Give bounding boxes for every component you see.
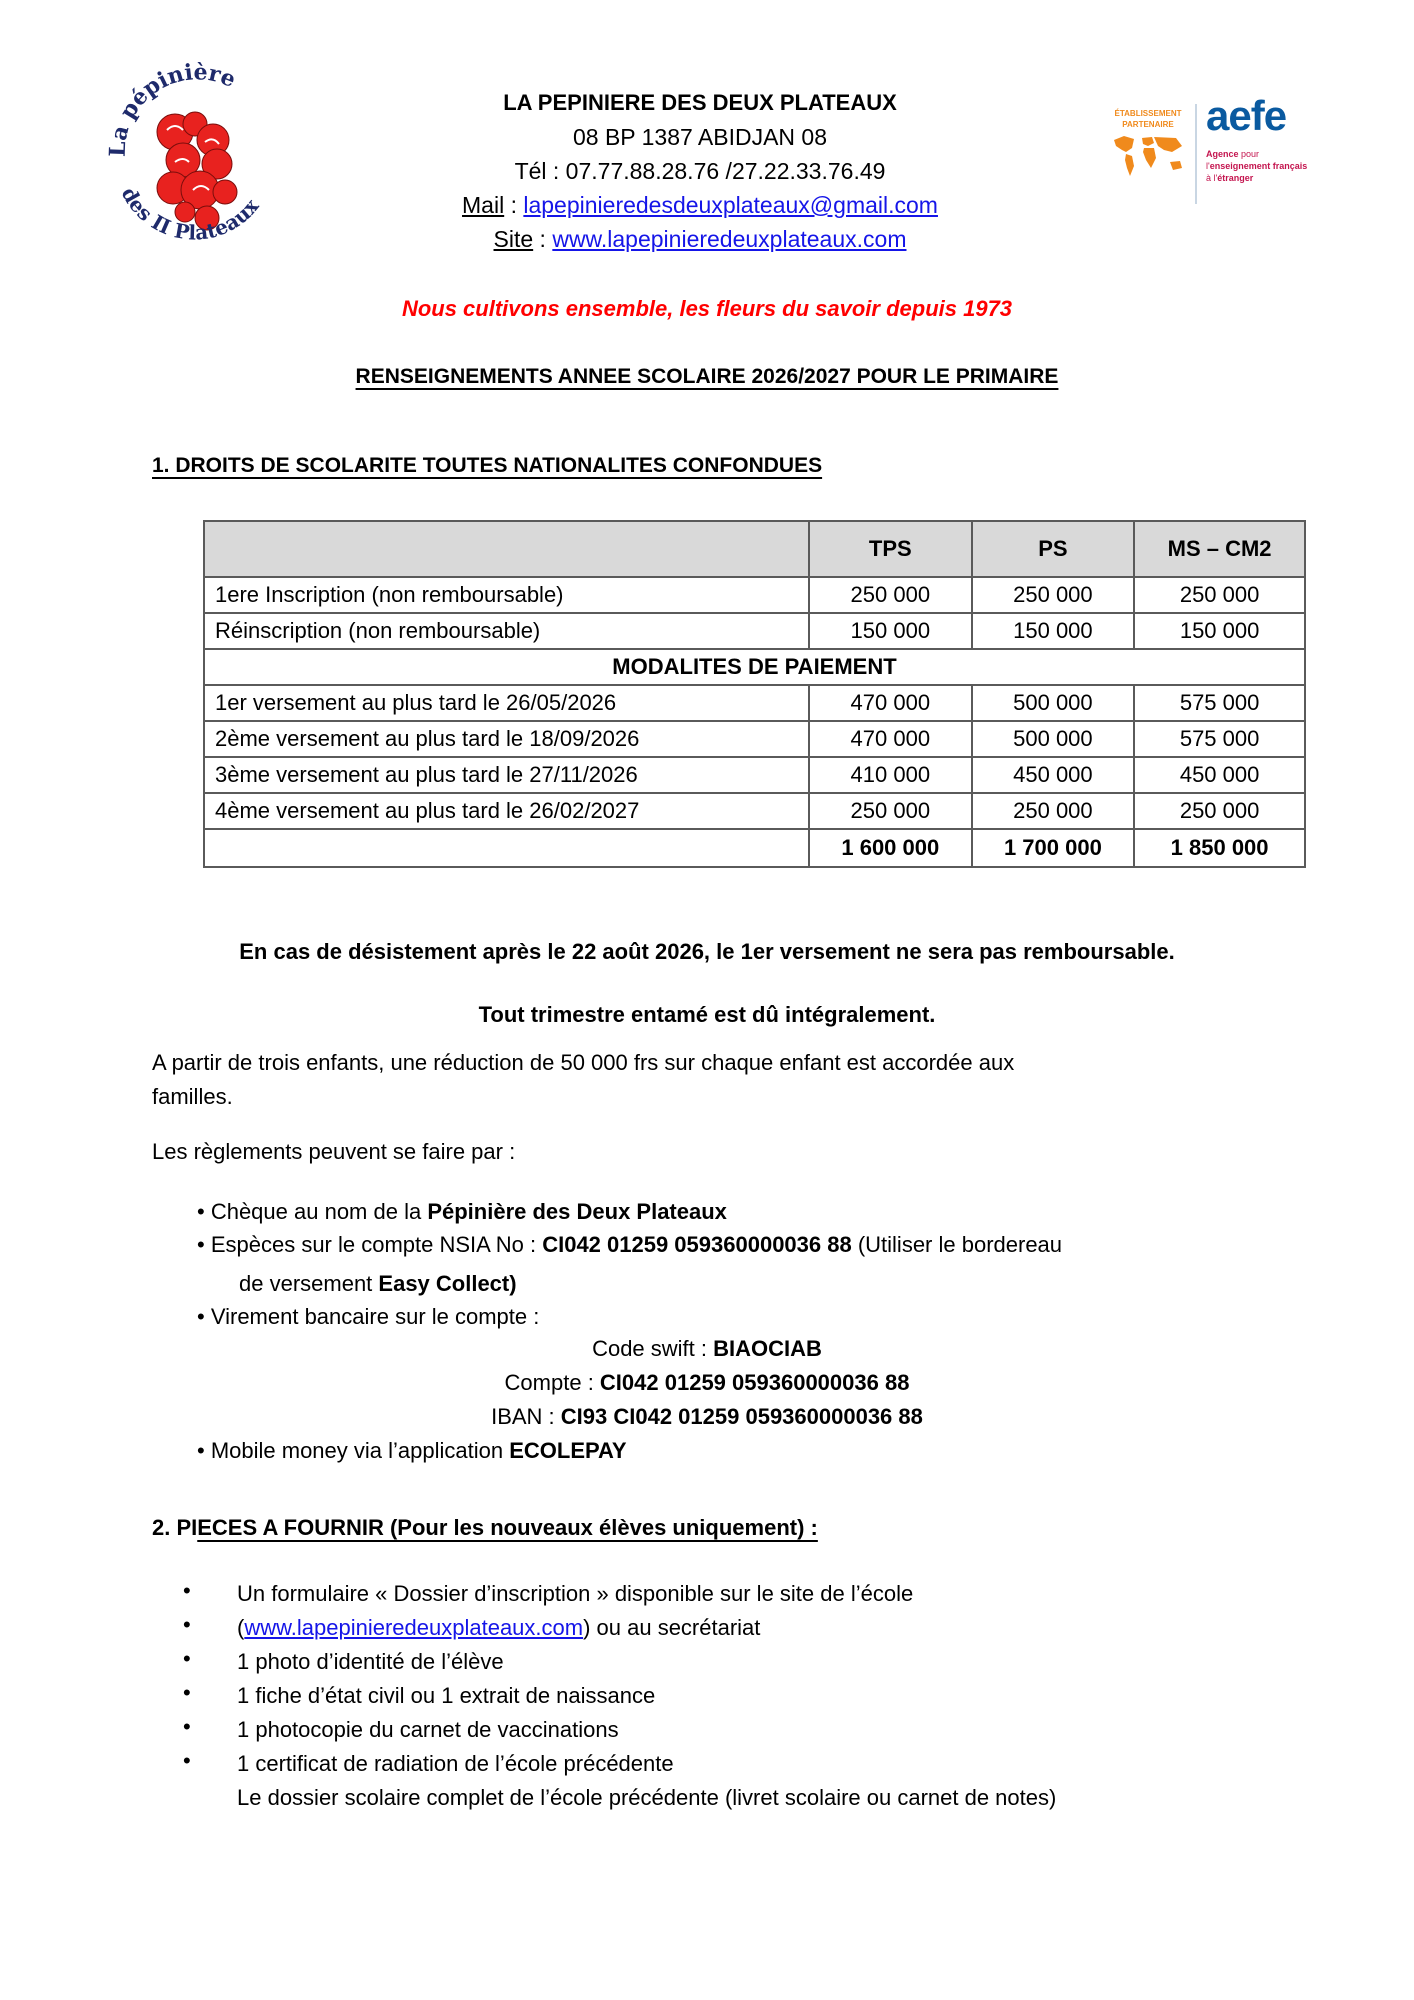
school-name: LA PEPINIERE DES DEUX PLATEAUX — [503, 90, 897, 115]
total-ms-cm2: 1 850 000 — [1134, 829, 1305, 867]
aefe-partner-line2: PARTENAIRE — [1122, 120, 1174, 129]
column-header-ps: PS — [972, 521, 1135, 577]
bullet-icon: • — [183, 1578, 191, 1603]
bullet-icon: • — [197, 1232, 205, 1257]
site-link[interactable]: www.lapepinieredeuxplateaux.com — [244, 1615, 584, 1640]
cell-value: 575 000 — [1134, 721, 1305, 757]
total-tps: 1 600 000 — [809, 829, 972, 867]
aefe-partner-line1: ÉTABLISSEMENT — [1114, 109, 1182, 118]
payment-method-cheque: • Chèque au nom de la Pépinière des Deux Plateaux — [197, 1199, 727, 1224]
school-slogan: Nous cultivons ensemble, les fleurs du savoir depuis 1973 — [401, 296, 1013, 321]
bullet-icon: • — [183, 1612, 191, 1637]
cell-value: 250 000 — [809, 793, 972, 829]
row-label: 1er versement au plus tard le 26/05/2026 — [204, 685, 809, 721]
school-mail — [400, 188, 1000, 222]
row-label: 1ere Inscription (non remboursable) — [204, 577, 809, 613]
cell-value: 250 000 — [1134, 793, 1305, 829]
row-label: 4ème versement au plus tard le 26/02/2027 — [204, 793, 809, 829]
section-2-heading: 2. PIECES A FOURNIR (Pour les nouveaux élèves uniquement) : — [152, 1515, 818, 1540]
table-row — [204, 613, 1305, 649]
payment-intro: Les règlements peuvent se faire par : — [152, 1139, 516, 1164]
swift-code: Code swift : BIAOCIAB — [592, 1336, 822, 1361]
cell-value: 250 000 — [1134, 577, 1305, 613]
payment-methods-list — [197, 1195, 1062, 1333]
payment-method-mobile: • Mobile money via l’application ECOLEPAY — [197, 1438, 627, 1463]
documents-list — [237, 1577, 1297, 1815]
account-number: Compte : CI042 01259 059360000036 88 — [504, 1370, 910, 1395]
list-item: 1 certificat de radiation de l’école précédente — [237, 1751, 674, 1776]
aefe-tagline-3: à l'étranger — [1206, 173, 1254, 183]
cell-value: 450 000 — [972, 757, 1135, 793]
list-item: Le dossier scolaire complet de l’école précédente (livret scolaire ou carnet de notes) — [237, 1785, 1057, 1810]
bank-details — [152, 1332, 1262, 1434]
row-label: 2ème versement au plus tard le 18/09/2026 — [204, 721, 809, 757]
section-1-heading: 1. DROITS DE SCOLARITE TOUTES NATIONALITES CONFONDUES — [152, 454, 823, 477]
table-header-row — [204, 521, 1305, 577]
payment-section-row — [204, 649, 1305, 685]
school-site — [400, 222, 1000, 256]
school-logo — [95, 62, 295, 262]
list-item: Un formulaire « Dossier d’inscription » disponible sur le site de l’école — [237, 1581, 914, 1606]
cell-value: 250 000 — [972, 577, 1135, 613]
school-phone: Tél : 07.77.88.28.76 /27.22.33.76.49 — [514, 158, 886, 184]
withdrawal-notice: En cas de désistement après le 22 août 2026, le 1er versement ne sera pas remboursable. — [239, 939, 1175, 964]
bullet-icon: • — [197, 1438, 205, 1463]
bullet-icon: • — [183, 1748, 191, 1773]
aefe-tagline-1: Agence pour — [1206, 149, 1260, 159]
iban: IBAN : CI93 CI042 01259 059360000036 88 — [491, 1404, 923, 1429]
row-label: 3ème versement au plus tard le 27/11/2026 — [204, 757, 809, 793]
totals-row — [204, 829, 1305, 867]
payment-method-transfer: • Virement bancaire sur le compte : — [197, 1304, 540, 1329]
world-map-icon — [1110, 134, 1186, 178]
cell-value: 450 000 — [1134, 757, 1305, 793]
logo-top-text: La pépinière — [104, 62, 240, 158]
cell-value: 470 000 — [809, 685, 972, 721]
table-row — [204, 757, 1305, 793]
aefe-logo — [1108, 92, 1328, 208]
payment-section-title: MODALITES DE PAIEMENT — [204, 649, 1305, 685]
aefe-brand: aefe — [1206, 92, 1287, 139]
school-contact-block — [400, 86, 1000, 256]
totals-label — [204, 829, 809, 867]
cell-value: 575 000 — [1134, 685, 1305, 721]
list-item: (www.lapepinieredeuxplateaux.com) ou au secrétariat — [237, 1615, 761, 1640]
flower-logo-icon — [95, 62, 295, 262]
table-row — [204, 721, 1305, 757]
column-header — [204, 521, 809, 577]
cell-value: 500 000 — [972, 685, 1135, 721]
school-address: 08 BP 1387 ABIDJAN 08 — [572, 124, 828, 150]
site-label: Site — [493, 226, 534, 252]
table-row — [204, 685, 1305, 721]
fees-table — [203, 520, 1306, 868]
bullet-icon: • — [197, 1304, 205, 1329]
discount-paragraph: A partir de trois enfants, une réduction de 50 000 frs sur chaque enfant est accordée aux familles. — [152, 1050, 1015, 1109]
list-item: 1 fiche d’état civil ou 1 extrait de naissance — [237, 1683, 656, 1708]
total-ps: 1 700 000 — [972, 829, 1135, 867]
list-item: 1 photo d’identité de l’élève — [237, 1649, 504, 1674]
table-row — [204, 577, 1305, 613]
cell-value: 150 000 — [809, 613, 972, 649]
bullet-icon: • — [183, 1714, 191, 1739]
column-header-tps: TPS — [809, 521, 972, 577]
bullet-icon: • — [183, 1680, 191, 1705]
site-sep: : — [533, 226, 553, 252]
list-item: 1 photocopie du carnet de vaccinations — [237, 1717, 619, 1742]
cell-value: 150 000 — [972, 613, 1135, 649]
row-label: Réinscription (non remboursable) — [204, 613, 809, 649]
payment-method-cash: • Espèces sur le compte NSIA No : CI042 01259 059360000036 88 (Utiliser le bordereau — [197, 1232, 1063, 1257]
bullet-icon: • — [183, 1646, 191, 1671]
cell-value: 500 000 — [972, 721, 1135, 757]
cell-value: 470 000 — [809, 721, 972, 757]
documents-bullets — [183, 1574, 203, 1778]
payment-method-cash-cont: de versement Easy Collect) — [239, 1271, 517, 1296]
mail-label: Mail — [462, 192, 505, 218]
bullet-icon: • — [197, 1199, 205, 1224]
cell-value: 250 000 — [972, 793, 1135, 829]
cell-value: 250 000 — [809, 577, 972, 613]
mail-link[interactable]: lapepinieredesdeuxplateaux@gmail.com — [523, 192, 938, 218]
column-header-ms-cm2: MS – CM2 — [1134, 521, 1305, 577]
table-row — [204, 793, 1305, 829]
mail-sep: : — [504, 192, 524, 218]
cell-value: 410 000 — [809, 757, 972, 793]
document-title: RENSEIGNEMENTS ANNEE SCOLAIRE 2026/2027 POUR LE PRIMAIRE — [355, 365, 1059, 388]
aefe-tagline-2: l'enseignement français — [1206, 161, 1308, 171]
cell-value: 150 000 — [1134, 613, 1305, 649]
site-link[interactable]: www.lapepinieredeuxplateaux.com — [552, 226, 907, 252]
logo-bottom-text: des II Plateaux — [116, 183, 264, 245]
trimester-notice: Tout trimestre entamé est dû intégralement. — [478, 1002, 936, 1027]
